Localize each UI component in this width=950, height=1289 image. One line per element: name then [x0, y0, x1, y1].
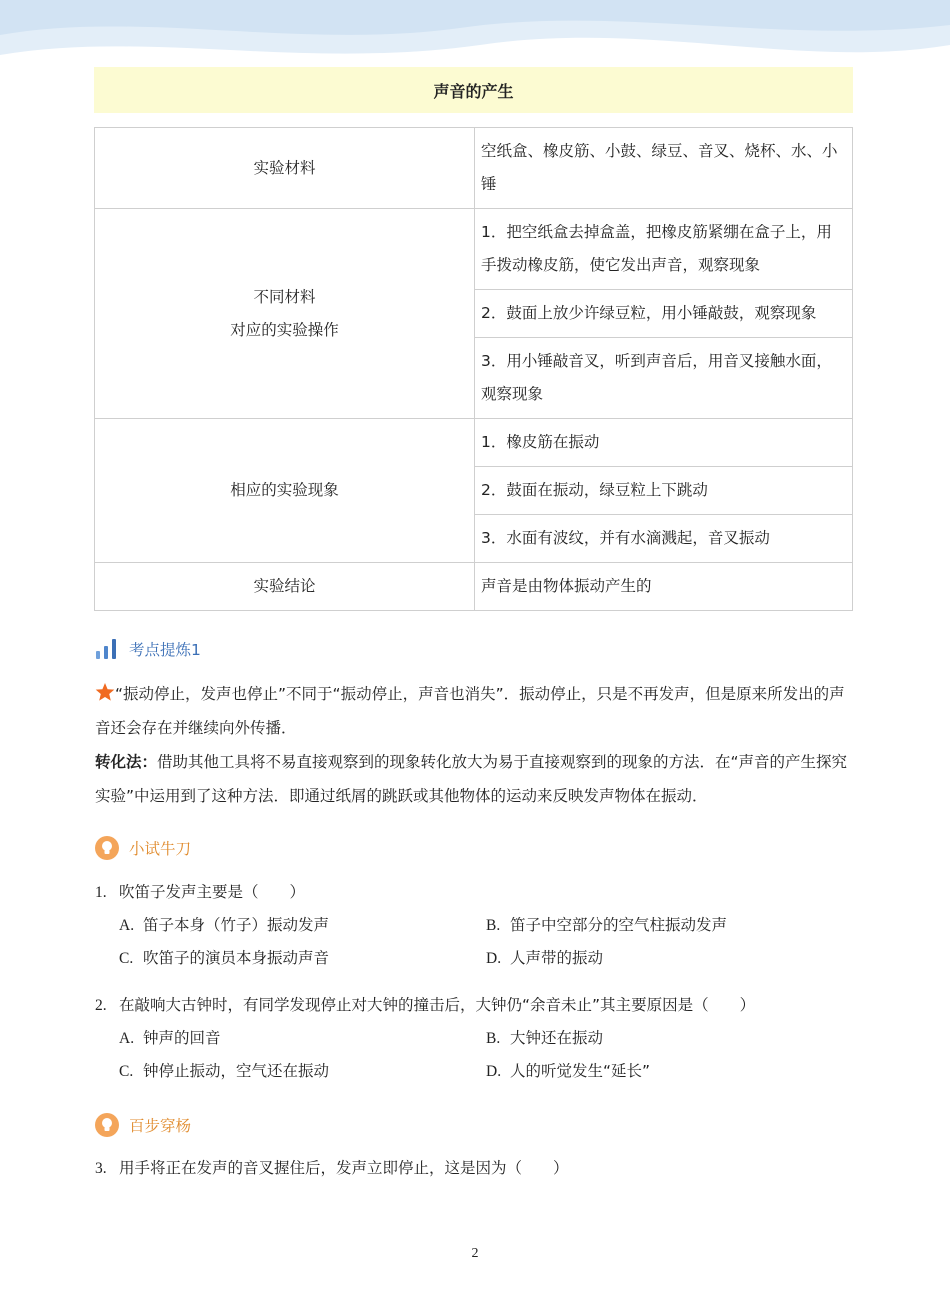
option-b: B. 笛子中空部分的空气柱振动发声 — [486, 916, 728, 934]
question-stem: 用手将正在发声的音叉握住后，发声立即停止，这是因为（ ） — [119, 1159, 569, 1177]
operation-step: 2．鼓面上放少许绿豆粒，用小锤敲鼓，观察现象 — [475, 290, 853, 338]
question-stem: 在敲响大古钟时，有同学发现停止对大钟的撞击后，大钟仍“余音未止”其主要原因是（ ） — [119, 996, 756, 1014]
kaodian-note: “振动停止，发声也停止”不同于“振动停止，声音也消失”．振动停止，只是不再发声，但是原来所发出的声音还会存在并继续向外传播． — [95, 677, 855, 745]
header-wave-decoration — [0, 0, 950, 70]
operations-label: 不同材料 对应的实验操作 — [95, 209, 475, 419]
question-number: 2. — [95, 997, 107, 1014]
question-2 — [95, 989, 855, 1088]
question-number: 3. — [95, 1160, 107, 1177]
operation-step: 3．用小锤敲音叉，听到声音后，用音叉接触水面，观察现象 — [475, 338, 853, 419]
lightbulb-icon — [95, 836, 119, 860]
lightbulb-icon — [95, 1113, 119, 1137]
question-number: 1. — [95, 884, 107, 901]
star-icon — [95, 682, 115, 702]
table-row — [95, 128, 853, 209]
question-1 — [95, 876, 855, 975]
question-stem: 吹笛子发声主要是（ ） — [119, 883, 306, 901]
materials-value: 空纸盒、橡皮筋、小鼓、绿豆、音叉、烧杯、水、小锤 — [475, 128, 853, 209]
experiment-table — [94, 127, 853, 611]
phenomenon-item: 2．鼓面在振动，绿豆粒上下跳动 — [475, 467, 853, 515]
table-row — [95, 563, 853, 611]
option-d: D. 人声带的振动 — [486, 949, 604, 967]
conclusion-label: 实验结论 — [95, 563, 475, 611]
table-row — [95, 419, 853, 467]
kaodian-heading — [95, 638, 201, 660]
option-a: A. 钟声的回音 — [119, 1029, 221, 1047]
table-title: 声音的产生 — [94, 67, 853, 113]
method-label: 转化法： — [95, 753, 158, 771]
section-heading-xiaoshi: 小试牛刀 — [95, 836, 191, 860]
materials-label: 实验材料 — [95, 128, 475, 209]
table-row — [95, 209, 853, 290]
page-number: 2 — [471, 1246, 479, 1261]
option-c: C. 钟停止振动，空气还在振动 — [119, 1062, 330, 1080]
operation-step: 1．把空纸盒去掉盒盖，把橡皮筋紧绷在盒子上，用手拨动橡皮筋，使它发出声音，观察现象 — [475, 209, 853, 290]
option-d: D. 人的听觉发生“延长” — [486, 1062, 651, 1080]
phenomena-label: 相应的实验现象 — [95, 419, 475, 563]
bar-chart-icon — [95, 638, 119, 660]
phenomenon-item: 1．橡皮筋在振动 — [475, 419, 853, 467]
option-b: B. 大钟还在振动 — [486, 1029, 604, 1047]
phenomenon-item: 3．水面有波纹，并有水滴溅起，音叉振动 — [475, 515, 853, 563]
question-3 — [95, 1152, 855, 1185]
section-heading-baibu: 百步穿杨 — [95, 1113, 191, 1137]
conversion-method-paragraph — [95, 745, 855, 813]
option-a: A. 笛子本身（竹子）振动发声 — [119, 916, 330, 934]
kaodian-heading-text: 考点提炼1 — [129, 641, 201, 659]
conclusion-value: 声音是由物体振动产生的 — [475, 563, 853, 611]
method-text: 借助其他工具将不易直接观察到的现象转化放大为易于直接观察到的现象的方法．在“声音的产生探究实验”中运用到了这种方法．即通过纸屑的跳跃或其他物体的运动来反映发声物体在振动． — [95, 753, 848, 805]
option-c: C. 吹笛子的演员本身振动声音 — [119, 949, 330, 967]
